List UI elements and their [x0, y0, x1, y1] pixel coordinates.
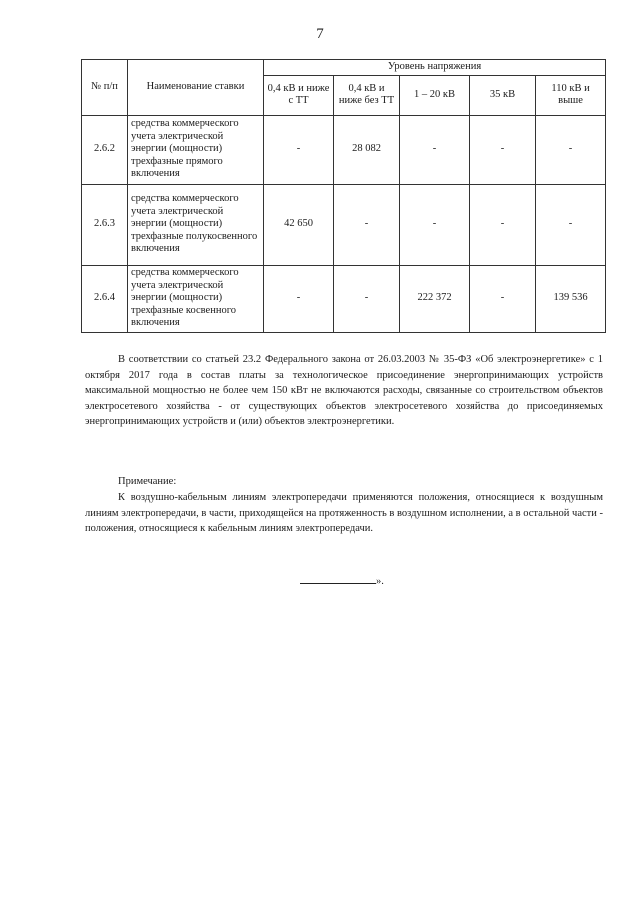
- header-name: Наименование ставки: [128, 60, 264, 116]
- table-row: [82, 115, 606, 184]
- row-value: -: [470, 184, 536, 265]
- row-value: -: [470, 265, 536, 332]
- row-value: -: [470, 115, 536, 184]
- end-mark: [300, 574, 384, 587]
- row-num: 2.6.3: [82, 184, 128, 265]
- row-value: 139 536: [536, 265, 606, 332]
- header-voltage-level: 0,4 кВ и ниже с ТТ: [264, 75, 334, 115]
- note-paragraph: К воздушно-кабельным линиям электропередачи применяются положения, относящиеся к воздушным линиям электропередачи, в части, приходящейся на протяженность в воздушном исполнении, а в остальной части - положения, относящиеся к кабельным линиям электропередачи.: [85, 492, 603, 535]
- row-value: 28 082: [334, 115, 400, 184]
- row-value: -: [400, 115, 470, 184]
- row-value: -: [400, 184, 470, 265]
- row-value: -: [334, 265, 400, 332]
- header-voltage-level: 0,4 кВ и ниже без ТТ: [334, 75, 400, 115]
- header-voltage-level: 1 – 20 кВ: [400, 75, 470, 115]
- header-voltage-group: Уровень напряжения: [264, 60, 606, 76]
- row-value: 222 372: [400, 265, 470, 332]
- row-value: -: [536, 184, 606, 265]
- table-row: [82, 265, 606, 332]
- row-num: 2.6.4: [82, 265, 128, 332]
- row-value: -: [334, 184, 400, 265]
- row-name: средства коммерческого учета электрической энергии (мощности) трехфазные прямого включения: [128, 115, 264, 184]
- row-name: средства коммерческого учета электрической энергии (мощности) трехфазные полукосвенного включения: [128, 184, 264, 265]
- table-header-row: [82, 60, 606, 76]
- end-quote: ».: [376, 576, 384, 587]
- header-voltage-level: 35 кВ: [470, 75, 536, 115]
- rates-table: [81, 59, 606, 333]
- row-name: средства коммерческого учета электрической энергии (мощности) трехфазные косвенного включения: [128, 265, 264, 332]
- header-num: № п/п: [82, 60, 128, 116]
- table-row: [82, 184, 606, 265]
- note-title: Примечание:: [118, 476, 177, 487]
- legal-paragraph: В соответствии со статьей 23.2 Федерального закона от 26.03.2003 № 35-ФЗ «Об электроэнергетике» с 1 октября 2017 года в состав платы за технологическое присоединение энергопринимающих устройств максимальной мощностью не более чем 150 кВт не включаются расходы, связанные со строительством объектов электросетевого хозяйства - от существующих объектов электросетевого хозяйства до присоединяемых энергопринимающих устройств и (или) объектов электроэнергетики.: [85, 354, 603, 428]
- header-voltage-level: 110 кВ и выше: [536, 75, 606, 115]
- row-value: 42 650: [264, 184, 334, 265]
- row-value: -: [264, 115, 334, 184]
- page-number: 7: [316, 26, 324, 42]
- row-value: -: [264, 265, 334, 332]
- signature-line: [300, 574, 376, 584]
- row-num: 2.6.2: [82, 115, 128, 184]
- row-value: -: [536, 115, 606, 184]
